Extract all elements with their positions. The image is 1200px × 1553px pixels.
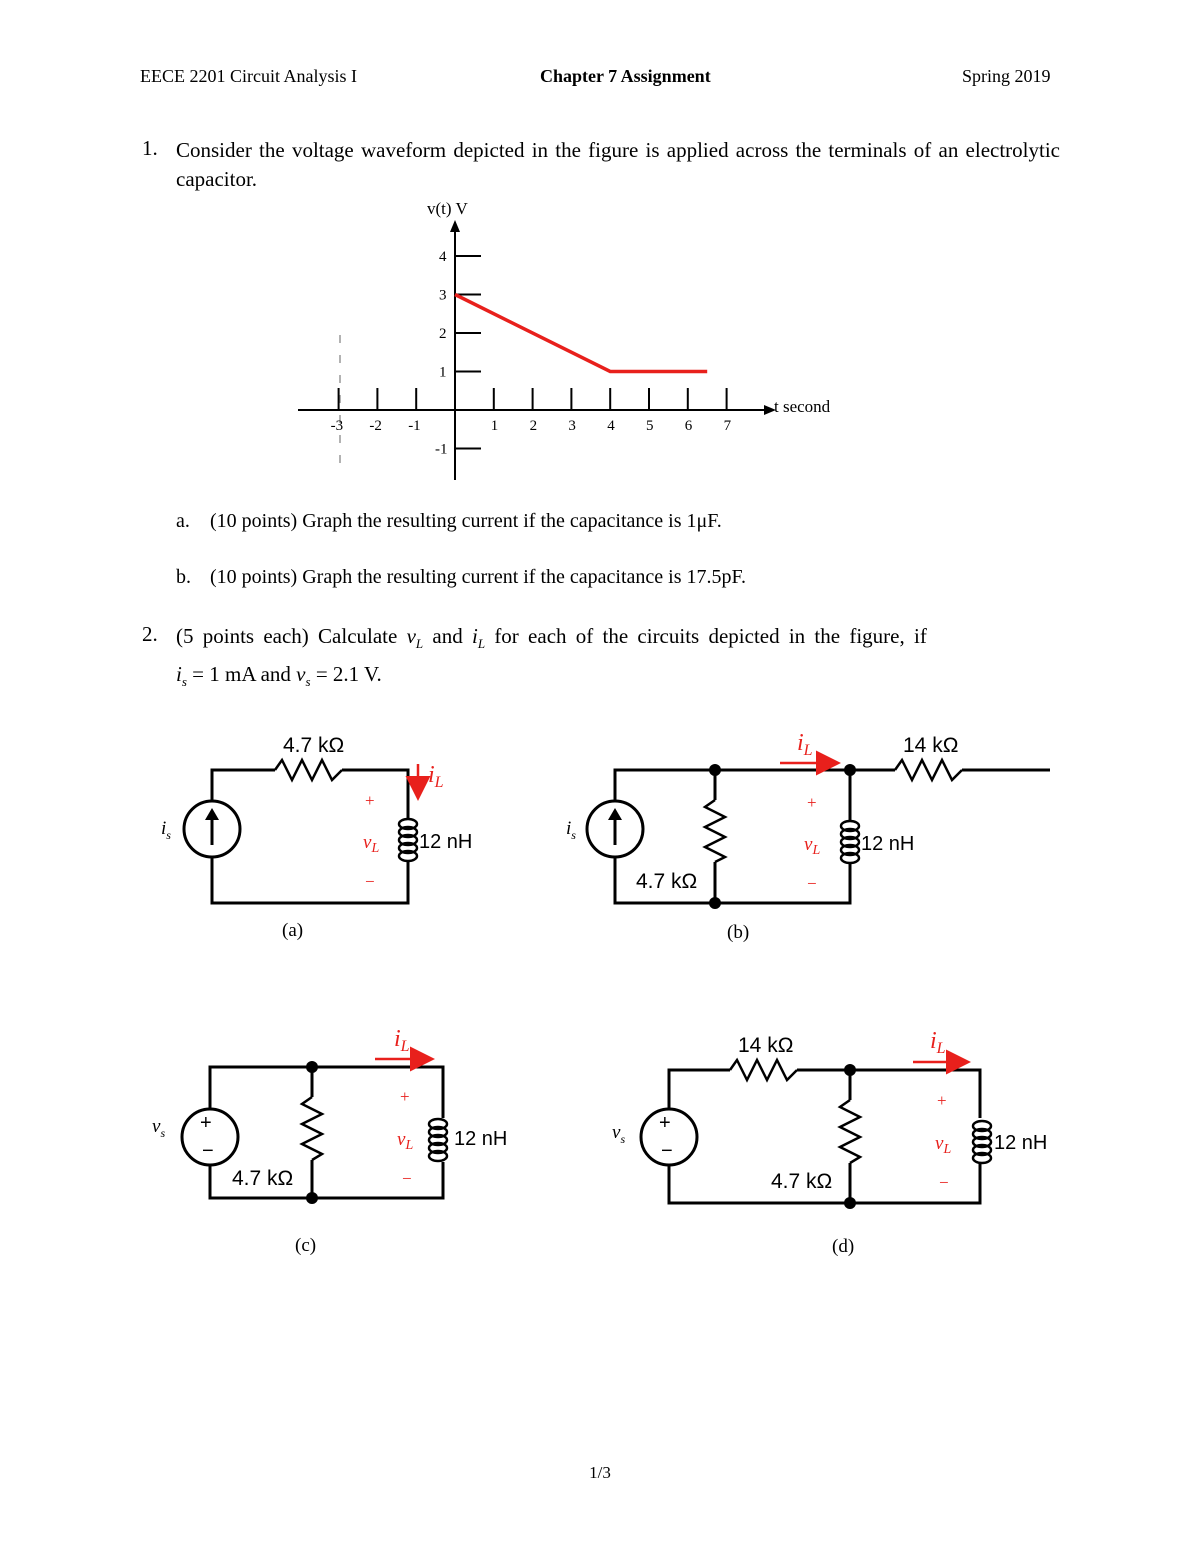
circuit-b-inductor-label: 12 nH	[861, 833, 915, 855]
circuit-c-source-label: $v_s$	[152, 1116, 166, 1140]
circuit-c-voltage-label: $v_L$	[397, 1129, 414, 1153]
circuit-d-minus: −	[939, 1173, 949, 1192]
circuit-a-resistor-label: 4.7 kΩ	[283, 734, 345, 757]
inductor-b	[841, 821, 859, 863]
circuit-c-inductor-label: 12 nH	[454, 1128, 508, 1150]
question-2-number: 2.	[142, 622, 158, 646]
page-number: 1/3	[589, 1463, 611, 1482]
circuit-d-inductor-label: 12 nH	[994, 1132, 1048, 1154]
course-title: EECE 2201 Circuit Analysis I	[140, 66, 357, 86]
circuit-b-current-label: $i_L$	[797, 730, 813, 759]
circuit-a-minus: −	[365, 872, 375, 891]
y-tick-label: 1	[439, 364, 447, 381]
circuit-b-series-resistor-label: 14 kΩ	[903, 734, 959, 757]
circuit-a-voltage-label: $v_L$	[363, 832, 380, 856]
q2-vs-symbol: v	[296, 662, 306, 686]
x-tick-label: 4	[607, 418, 615, 434]
q2-vl-subscript: L	[415, 636, 424, 652]
circuit-a-current-label: $i_L$	[428, 762, 444, 791]
circuit-d-minus-sign: −	[661, 1140, 673, 1162]
circuit-a-caption: (a)	[282, 920, 304, 941]
x-tick-label: -3	[330, 418, 344, 434]
q2-is-value: = 1 mA and	[186, 662, 297, 686]
circuit-c-current-label: $i_L$	[394, 1026, 410, 1055]
part-a-letter: a.	[176, 510, 190, 532]
q2-vs-subscript: s	[305, 674, 311, 690]
circuit-c-minus-sign: −	[202, 1140, 214, 1162]
circuit-d-series-resistor-label: 14 kΩ	[738, 1034, 794, 1057]
inductor-d	[973, 1121, 991, 1163]
inductor-a	[399, 819, 417, 861]
q2-il-symbol: i	[471, 624, 478, 648]
circuit-a-source-label: $i_s$	[161, 818, 171, 842]
q2-post-text: for each of the circuits depicted in the figure, if	[494, 624, 927, 648]
circuit-a-plus: +	[365, 791, 375, 810]
q2-intro-text: (5 points each) Calculate	[176, 624, 407, 648]
x-tick-label: 3	[568, 418, 576, 434]
circuit-d-current-label: $i_L$	[930, 1028, 946, 1057]
term: Spring 2019	[962, 66, 1051, 86]
question-1-text: Consider the voltage waveform depicted in the figure is applied across the terminals of an electrolytic capacitor.	[176, 138, 1060, 191]
circuit-c-plus-sign: +	[200, 1112, 212, 1134]
circuit-c-minus: −	[402, 1169, 412, 1188]
part-b-letter: b.	[176, 566, 191, 588]
circuit-b-voltage-label: $v_L$	[804, 834, 821, 858]
x-axis-label: t second	[774, 397, 831, 416]
y-tick-label: 3	[439, 287, 447, 304]
y-tick-label: 4	[439, 249, 447, 265]
x-tick-label: -1	[408, 418, 421, 434]
x-tick-label: 5	[646, 418, 654, 434]
question-1-number: 1.	[142, 136, 158, 160]
q2-and-text: and	[432, 624, 472, 648]
circuit-c-plus: +	[400, 1087, 410, 1106]
circuit-d-shunt-resistor-label: 4.7 kΩ	[771, 1170, 833, 1193]
circuit-c-caption: (c)	[295, 1235, 317, 1256]
inductor-c	[429, 1119, 447, 1161]
circuit-d-voltage-label: $v_L$	[935, 1133, 952, 1157]
part-a-text: (10 points) Graph the resulting current if the capacitance is 1μF.	[210, 510, 722, 532]
y-tick-label: 2	[439, 326, 447, 342]
q2-is-symbol: i	[176, 662, 182, 686]
q2-is-subscript: s	[181, 674, 187, 690]
circuit-c-resistor-label: 4.7 kΩ	[232, 1167, 294, 1190]
q2-il-subscript: L	[477, 636, 486, 652]
x-tick-label: -2	[369, 418, 382, 434]
circuit-d-plus: +	[937, 1091, 947, 1110]
y-tick-label: -1	[435, 441, 448, 458]
x-tick-label: 1	[490, 418, 499, 434]
x-tick-label: 6	[684, 418, 693, 434]
part-b-text: (10 points) Graph the resulting current if the capacitance is 17.5pF.	[210, 566, 747, 588]
circuit-a	[184, 760, 418, 903]
circuit-a-inductor-label: 12 nH	[419, 831, 473, 853]
circuit-d-caption: (d)	[832, 1236, 855, 1257]
circuit-d-source-label: $v_s$	[612, 1122, 626, 1146]
circuit-b-source-label: $i_s$	[566, 818, 576, 842]
q2-vl-symbol: v	[406, 624, 416, 648]
circuit-b-shunt-resistor-label: 4.7 kΩ	[636, 870, 698, 893]
q2-vs-value: = 2.1 V.	[310, 662, 382, 686]
circuit-b-caption: (b)	[727, 922, 750, 943]
x-tick-label: 7	[723, 418, 732, 434]
chapter-title: Chapter 7 Assignment	[540, 66, 711, 86]
circuit-b-minus: −	[807, 874, 817, 893]
circuit-b-plus: +	[807, 793, 817, 812]
y-axis-label: v(t) V	[427, 199, 468, 218]
circuit-d-plus-sign: +	[659, 1112, 671, 1134]
x-tick-label: 2	[529, 418, 538, 434]
